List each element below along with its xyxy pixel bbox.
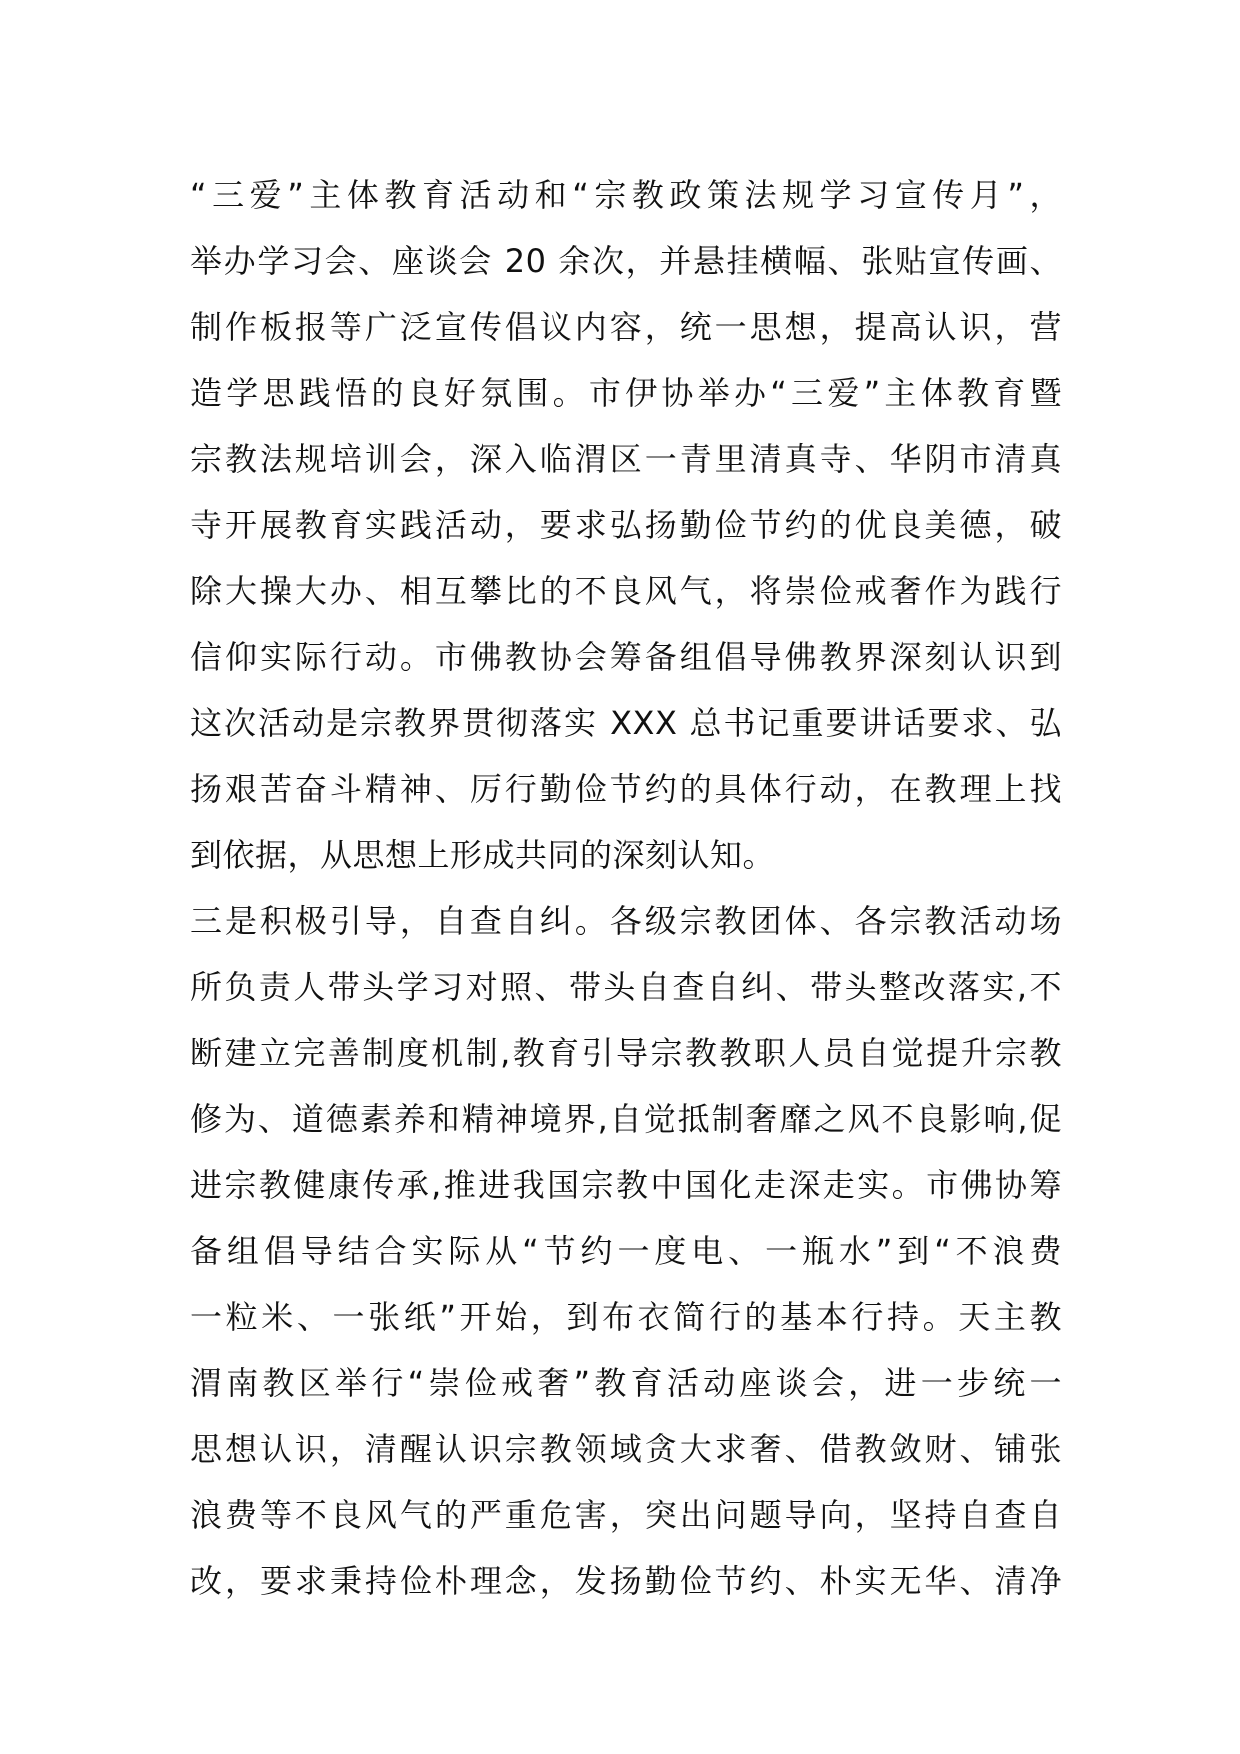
text-line: “三爱”主体教育活动和“宗教政策法规学习宣传月”， — [190, 176, 1062, 214]
text-line: 思想认识，清醒认识宗教领域贪大求奢、借教敛财、铺张 — [190, 1430, 1062, 1468]
text-line: 寺开展教育实践活动，要求弘扬勤俭节约的优良美德，破 — [190, 506, 1062, 544]
text-line: 举办学习会、座谈会 20 余次，并悬挂横幅、张贴宣传画、 — [190, 242, 1062, 280]
text-line: 所负责人带头学习对照、带头自查自纠、带头整改落实,不 — [190, 968, 1062, 1006]
text-line: 信仰实际行动。市佛教协会筹备组倡导佛教界深刻认识到 — [190, 638, 1062, 676]
document-body — [190, 162, 1062, 1614]
text-line: 渭南教区举行“崇俭戒奢”教育活动座谈会，进一步统一 — [190, 1364, 1062, 1402]
text-line: 浪费等不良风气的严重危害，突出问题导向，坚持自查自 — [190, 1496, 1062, 1534]
text-line: 宗教法规培训会，深入临渭区一青里清真寺、华阴市清真 — [190, 440, 1062, 478]
text-line: 除大操大办、相互攀比的不良风气，将崇俭戒奢作为践行 — [190, 572, 1062, 610]
paragraph-2 — [190, 888, 1062, 1614]
paragraph-1 — [190, 162, 1062, 888]
text-line: 一粒米、一张纸”开始，到布衣简行的基本行持。天主教 — [190, 1298, 1062, 1336]
text-line: 到依据，从思想上形成共同的深刻认知。 — [190, 836, 776, 874]
text-line: 改，要求秉持俭朴理念，发扬勤俭节约、朴实无华、清净 — [190, 1562, 1062, 1600]
text-line: 修为、道德素养和精神境界,自觉抵制奢靡之风不良影响,促 — [190, 1100, 1062, 1138]
text-line: 制作板报等广泛宣传倡议内容，统一思想，提高认识，营 — [190, 308, 1062, 346]
text-line: 扬艰苦奋斗精神、厉行勤俭节约的具体行动，在教理上找 — [190, 770, 1062, 808]
text-line: 三是积极引导，自查自纠。各级宗教团体、各宗教活动场 — [190, 902, 1062, 940]
text-line: 进宗教健康传承,推进我国宗教中国化走深走实。市佛协筹 — [190, 1166, 1062, 1204]
text-line: 备组倡导结合实际从“节约一度电、一瓶水”到“不浪费 — [190, 1232, 1062, 1270]
text-line: 造学思践悟的良好氛围。市伊协举办“三爱”主体教育暨 — [190, 374, 1062, 412]
text-line: 断建立完善制度机制,教育引导宗教教职人员自觉提升宗教 — [190, 1034, 1062, 1072]
text-line: 这次活动是宗教界贯彻落实 XXX 总书记重要讲话要求、弘 — [190, 704, 1062, 742]
